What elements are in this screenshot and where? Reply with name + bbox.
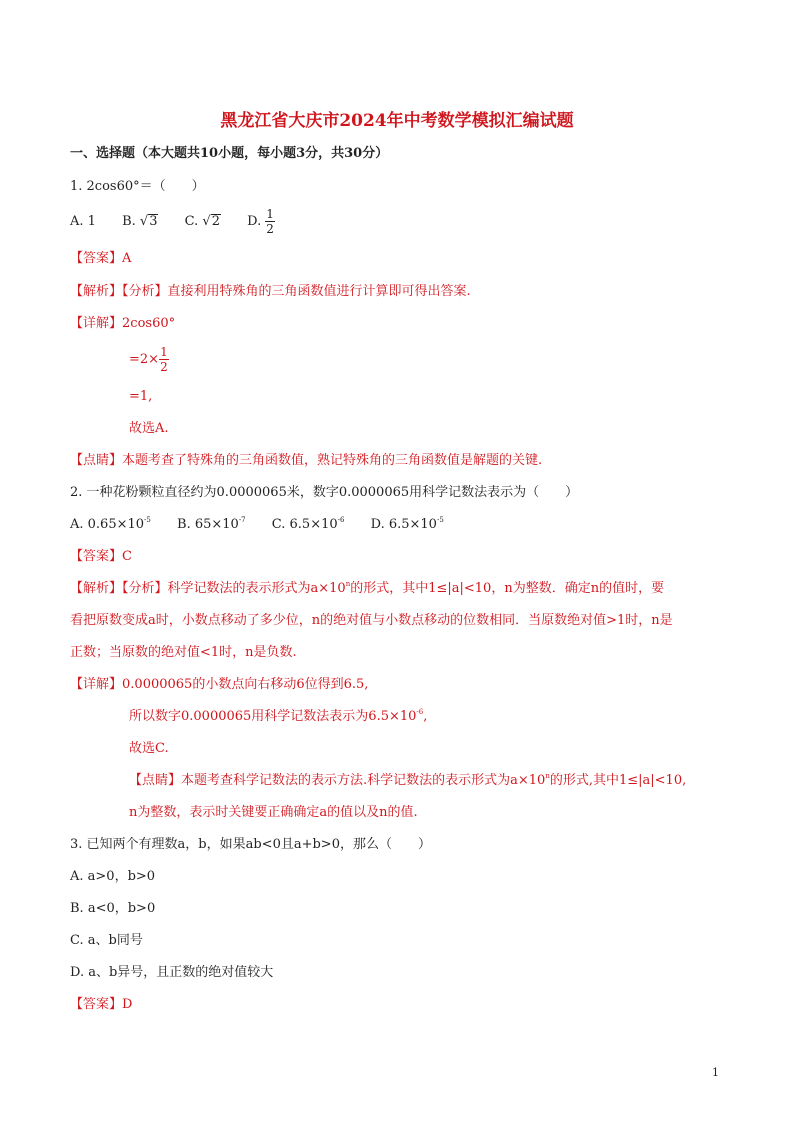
q3-option-a: A. a>0，b>0 [70,869,156,884]
sqrt-symbol: √2 [202,214,220,229]
analysis-text: 的形式，其中1≤|a|<10，n为整数．确定n的值时，要 [350,581,665,596]
q2-step-1 [129,709,427,725]
q2-detail [70,677,368,693]
q3-option-b: B. a<0，b>0 [70,901,156,916]
q1-option-b [122,206,158,238]
detail-tag: 【详解】 [70,677,123,692]
option-text: A. 0.65×10 [70,517,145,532]
q1-option-b-radicand: 3 [149,214,158,229]
exponent: -6 [416,708,424,716]
exponent: -7 [238,516,246,524]
q1-option-c-radicand: 2 [211,214,220,229]
q1-step-2: =1, [129,389,153,404]
q2-answer: 【答案】C [70,549,132,564]
q3-answer: 【答案】D [70,997,133,1012]
q1-option-a: A. 1 [70,214,96,229]
q1-answer: 【答案】A [70,251,132,266]
step-text: 所以数字0.0000065用科学记数法表示为6.5×10 [129,709,417,724]
comment-tag: 【点睛】 [129,773,182,788]
exponent: n [545,772,550,780]
comment-text: 本题考查科学记数法的表示方法.科学记数法的表示形式为a×10 [181,773,546,788]
comment-text: 本题考查了特殊角的三角函数值，熟记特殊角的三角函数值是解题的关键. [122,453,543,468]
option-text: B. 65×10 [177,517,239,532]
question-3-stem: 3. 已知两个有理数a，b，如果ab<0且a+b>0，那么（ ） [70,837,431,852]
exponent: -5 [144,516,151,524]
step-text: =2× [129,352,160,367]
option-text: C. 6.5×10 [271,517,338,532]
detail-tag: 【详解】 [70,316,123,331]
numerator: 1 [160,345,168,359]
comment-text: 的形式,其中1≤|a|<10, [549,773,687,788]
denominator: 2 [160,360,168,374]
q2-option-c [272,517,345,533]
q2-analysis-line-2: 看把原数变成a时，小数点移动了多少位，n的绝对值与小数点移动的位数相同．当原数绝对值>1时，n是 [70,613,673,628]
denominator: 2 [266,222,274,236]
fraction [265,207,275,236]
q1-option-c [185,206,221,238]
q3-option-d: D. a、b异号，且正数的绝对值较大 [70,965,274,980]
page-number: 1 [712,1066,719,1079]
question-1-stem: 1. 2cos60°＝（ ） [70,179,205,194]
q3-option-c: C. a、b同号 [70,933,143,948]
q2-option-d [371,517,444,533]
q1-option-b-label: B. [122,214,136,229]
analysis-text: 科学记数法的表示形式为a×10 [167,581,346,596]
question-2-stem: 2. 一种花粉颗粒直径约为0.0000065米，数字0.0000065用科学记数法表示为（ ） [70,485,579,500]
q1-detail [70,316,175,332]
question-1-options [70,206,297,238]
analysis-tag: 【解析】【分析】 [70,284,168,299]
step-text: , [423,709,428,724]
q1-option-c-label: C. [184,214,199,229]
question-2-options [70,517,466,533]
section-heading: 一、选择题（本大题共10小题，每小题3分，共30分） [70,146,389,161]
q2-analysis-line-1 [70,581,664,597]
fraction [159,345,169,374]
q2-step-2: 故选C. [129,741,169,756]
comment-tag: 【点睛】 [70,453,123,468]
q1-option-d [247,206,275,238]
exponent: n [345,580,351,588]
page-title: 黑龙江省大庆市2024年中考数学模拟汇编试题 [220,111,574,131]
q2-comment-line-1 [129,773,686,789]
analysis-tag: 【解析】【分析】 [70,581,168,596]
q1-step-3: 故选A. [129,421,169,436]
analysis-text: 直接利用特殊角的三角函数值进行计算即可得出答案. [167,284,471,299]
option-text: D. 6.5×10 [370,517,437,532]
q2-analysis-line-3: 正数；当原数的绝对值<1时，n是负数. [70,645,297,660]
q1-option-d-label: D. [247,214,262,229]
sqrt-symbol: √3 [139,214,158,229]
q1-step-1 [129,342,169,378]
q1-comment [70,453,542,469]
detail-text: 0.0000065的小数点向右移动6位得到6.5, [122,677,369,692]
exponent: -6 [337,516,345,524]
q2-option-a [70,517,151,533]
q2-comment-line-2: n为整数，表示时关键要正确确定a的值以及n的值. [129,805,418,820]
detail-text: 2cos60° [122,316,176,331]
q1-analysis [70,284,471,300]
q2-option-b [177,517,246,533]
exponent: -5 [436,516,444,524]
numerator: 1 [266,207,274,221]
